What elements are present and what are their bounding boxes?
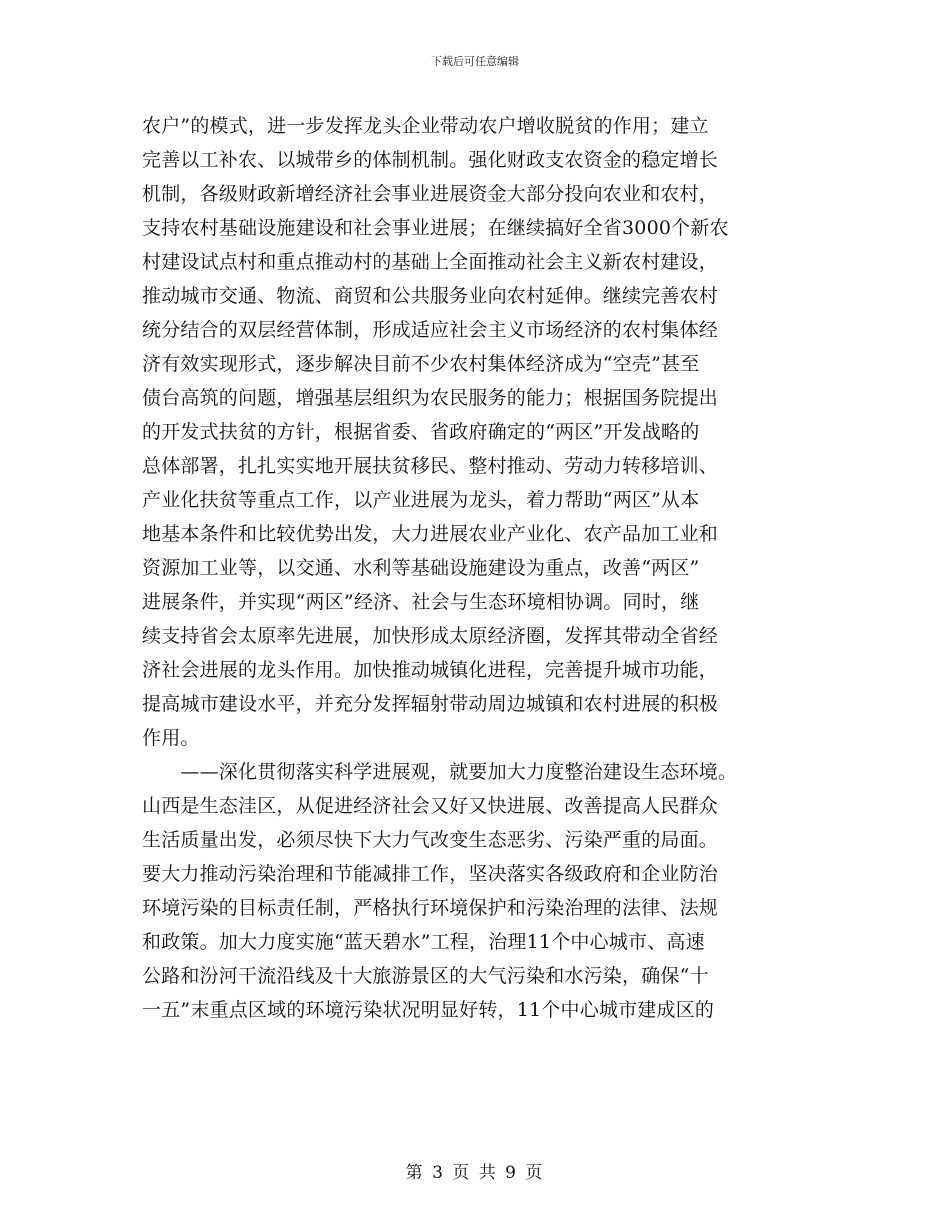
text-line: 农户”的模式，进一步发挥龙头企业带动农户增收脱贫的作用；建立 [142, 115, 709, 137]
text-line: 进展条件，并实现“两区”经济、社会与生态环境相协调。同时，继 [142, 591, 700, 613]
text-line: 一五”末重点区域的环境污染状况明显好转，11个中心城市建成区的 [142, 999, 715, 1021]
text-line: 村建设试点村和重点推动村的基础上全面推动社会主义新农村建设， [142, 251, 719, 273]
text-line: 债台高筑的问题，增强基层组织为农民服务的能力；根据国务院提出 [142, 387, 719, 409]
text-line: 要大力推动污染治理和节能减排工作，坚决落实各级政府和企业防治 [142, 863, 719, 885]
text-line: 地基本条件和比较优势出发，大力进展农业产业化、农产品加工业和 [142, 523, 719, 545]
text-line: 济社会进展的龙头作用。加快推动城镇化进程，完善提升城市功能， [142, 659, 719, 681]
text-line: 统分结合的双层经营体制，形成适应社会主义市场经济的农村集体经 [142, 319, 719, 341]
document-body [142, 109, 822, 1027]
text-line: 推动城市交通、物流、商贸和公共服务业向农村延伸。继续完善农村 [142, 285, 719, 307]
text-line: 续支持省会太原率先进展，加快形成太原经济圈，发挥其带动全省经 [142, 625, 719, 647]
text-line: 环境污染的目标责任制，严格执行环境保护和污染治理的法律、法规 [142, 897, 719, 919]
text-line: 作用。 [142, 727, 200, 749]
text-line: 公路和汾河干流沿线及十大旅游景区的大气污染和水污染，确保“十 [142, 965, 709, 987]
text-line: 产业化扶贫等重点工作，以产业进展为龙头，着力帮助“两区”从本 [142, 489, 700, 511]
page-number-footer: 第 3 页 共 9 页 [405, 1163, 545, 1183]
text-line: 完善以工补农、以城带乡的体制机制。强化财政支农资金的稳定增长 [142, 149, 719, 171]
page-header: 下载后可任意编辑 [431, 55, 519, 68]
text-line: 资源加工业等，以交通、水利等基础设施建设为重点，改善“两区” [142, 557, 700, 579]
text-line: 提高城市建设水平，并充分发挥辐射带动周边城镇和农村进展的积极 [142, 693, 719, 715]
text-line: ——深化贯彻落实科学进展观，就要加大力度整治建设生态环境。 [142, 761, 738, 783]
text-line: 的开发式扶贫的方针，根据省委、省政府确定的“两区”开发战略的 [142, 421, 700, 443]
text-line: 和政策。加大力度实施“蓝天碧水”工程，治理11个中心城市、高速 [142, 931, 705, 953]
text-line: 济有效实现形式，逐步解决目前不少农村集体经济成为“空壳”甚至 [142, 353, 700, 375]
text-line: 生活质量出发，必须尽快下大力气改变生态恶劣、污染严重的局面。 [142, 829, 719, 851]
text-line: 山西是生态洼区，从促进经济社会又好又快进展、改善提高人民群众 [142, 795, 719, 817]
text-line: 支持农村基础设施建设和社会事业进展；在继续搞好全省3000个新农 [142, 217, 729, 239]
text-line: 总体部署，扎扎实实地开展扶贫移民、整村推动、劳动力转移培训、 [142, 455, 719, 477]
text-line: 机制，各级财政新增经济社会事业进展资金大部分投向农业和农村， [142, 183, 719, 205]
